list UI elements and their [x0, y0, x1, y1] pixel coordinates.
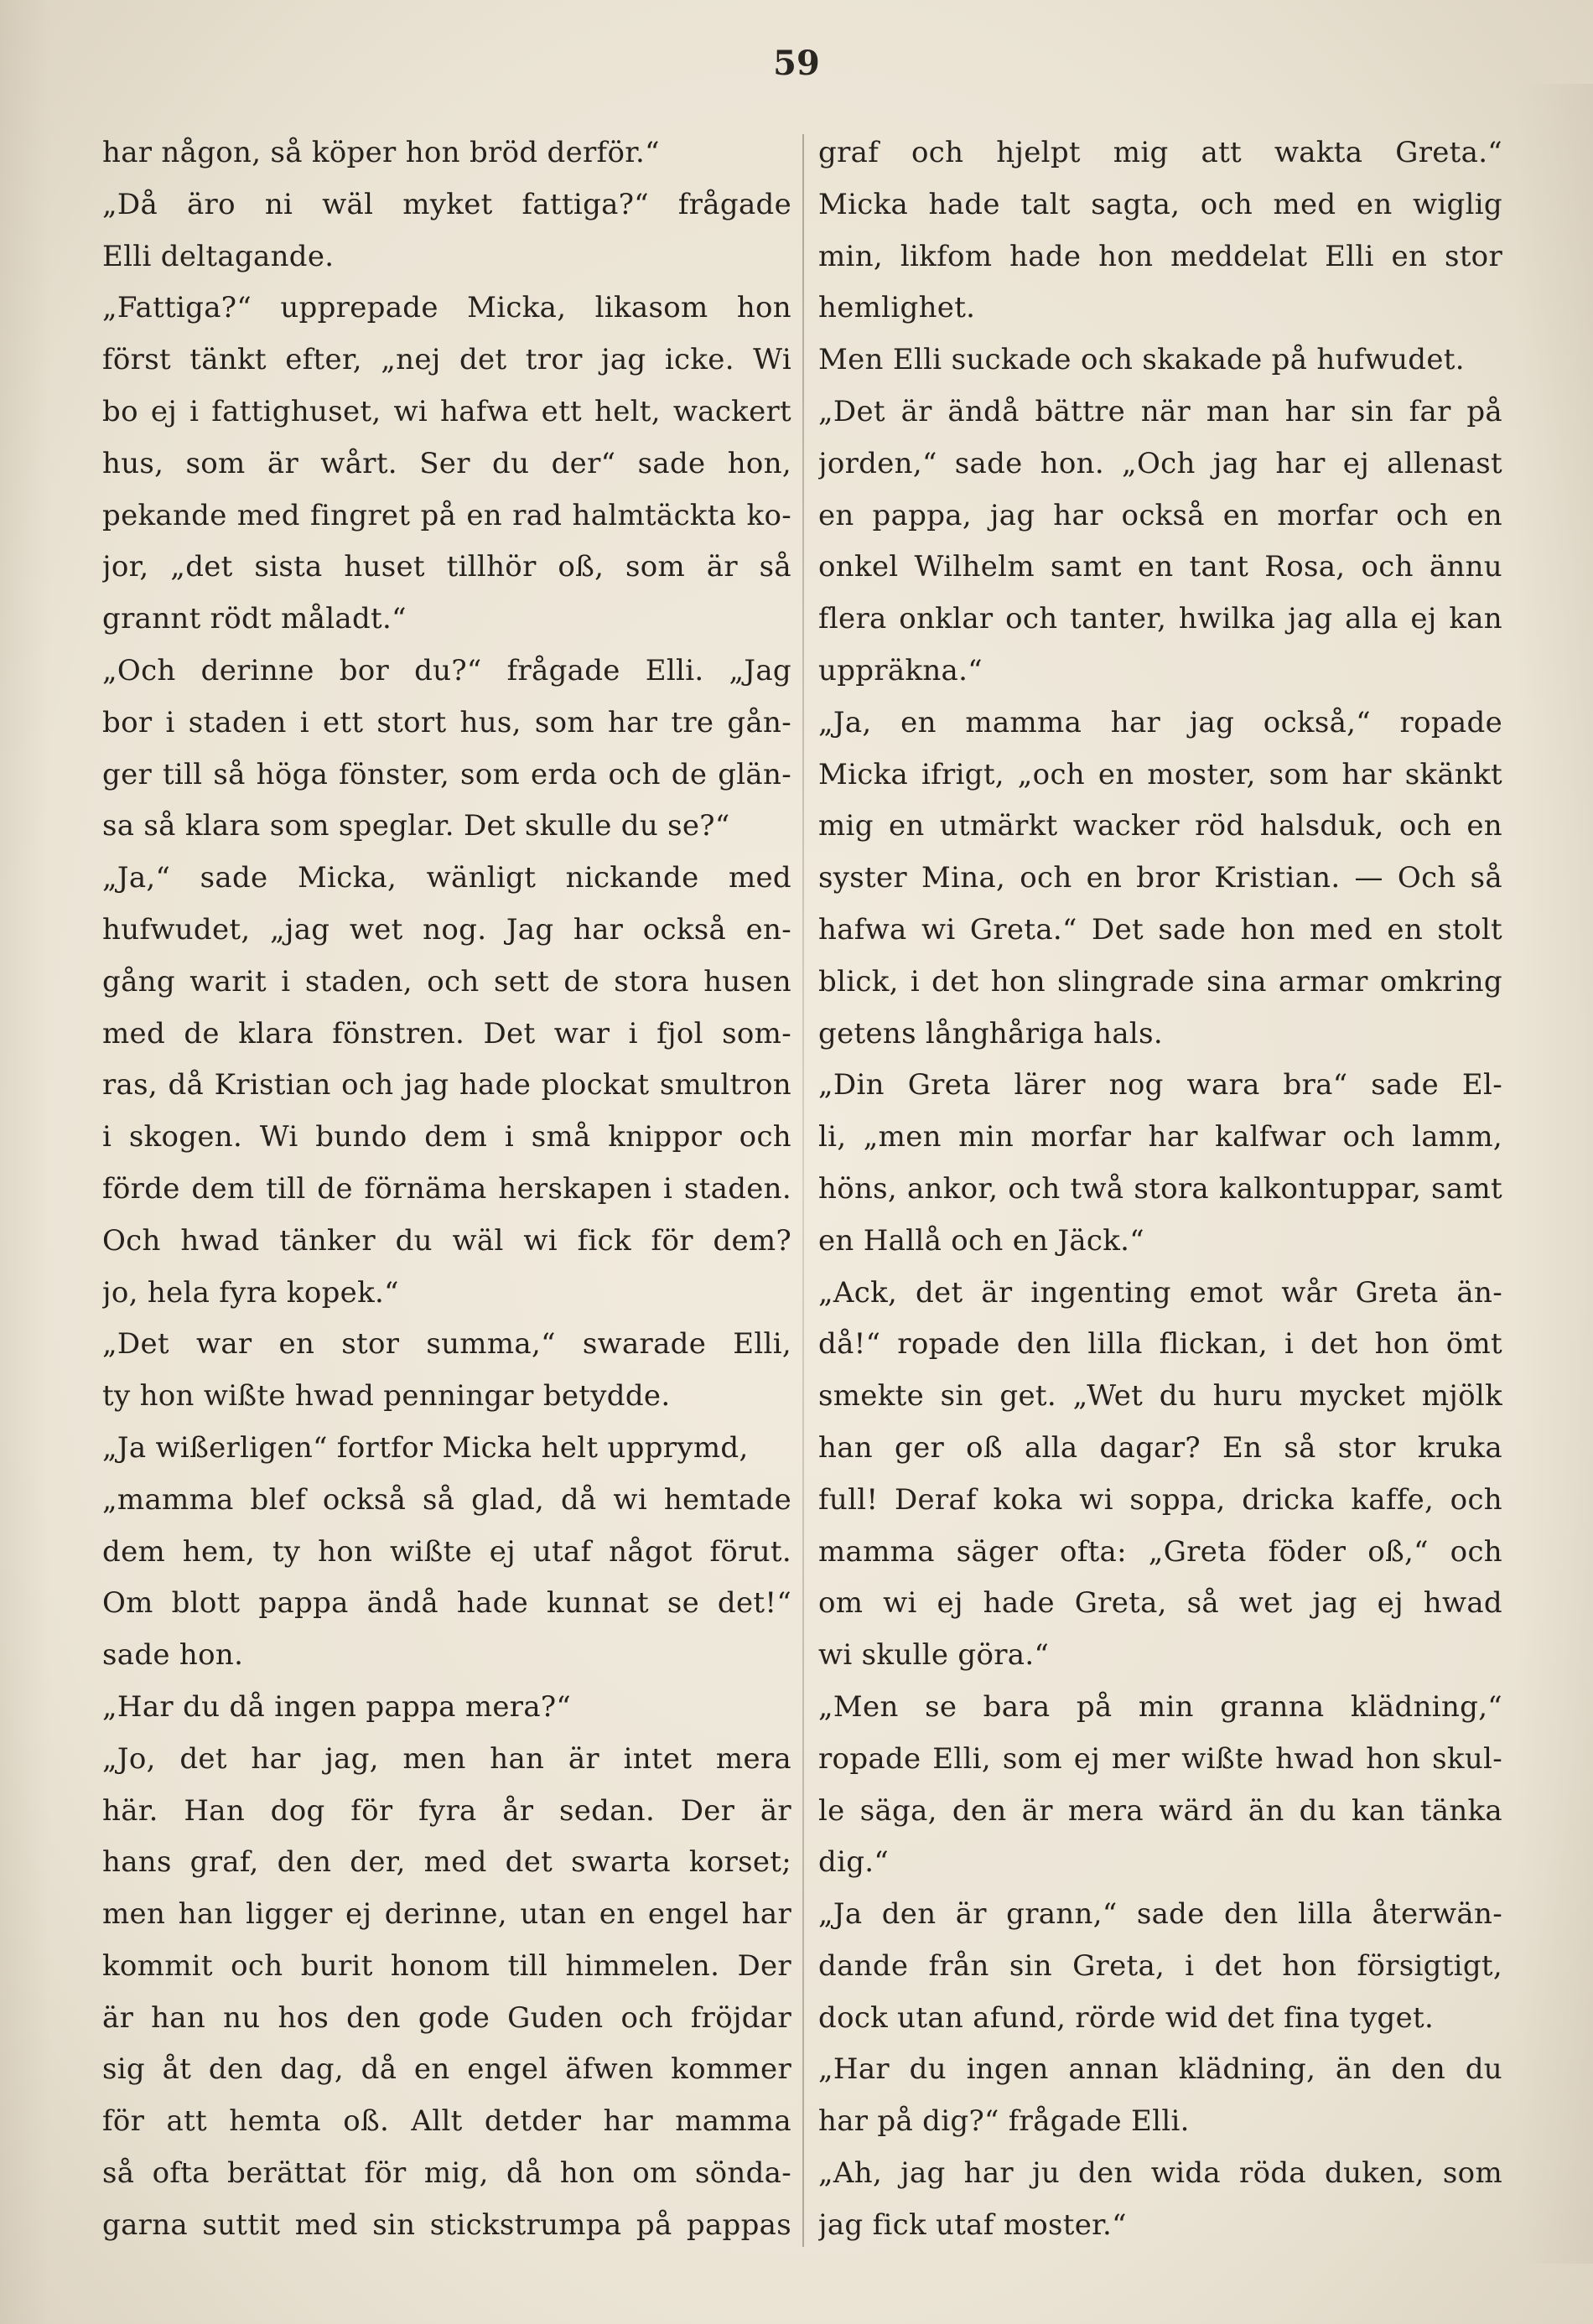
text-line: min, likfom hade hon meddelat Elli en stor [818, 239, 1502, 273]
text-line: Elli deltagande. [102, 239, 335, 273]
text-line: dock utan afund, rörde wid det fina tyget. [818, 2000, 1435, 2035]
text-line: „Har du då ingen pappa mera?“ [102, 1689, 572, 1724]
text-line: Micka hade talt sagta, och med en wiglig [818, 187, 1502, 221]
text-line: „Fattiga?“ upprepade Micka, likasom hon [102, 291, 791, 325]
text-line: jag fick utaf moster.“ [818, 2207, 1127, 2242]
text-line: getens långhåriga hals. [818, 1016, 1163, 1050]
text-line: le säga, den är mera wärd än du kan tänka [818, 1793, 1502, 1828]
text-line: hafwa wi Greta.“ Det sade hon med en stolt [818, 912, 1502, 947]
text-line: „Ack, det är ingenting emot wår Greta än- [818, 1275, 1502, 1310]
text-line: Om blott pappa ändå hade kunnat se det!“ [102, 1586, 791, 1621]
text-line: „mamma blef också så glad, då wi hemtade [102, 1482, 791, 1517]
text-line: sade hon. [102, 1638, 244, 1673]
text-line: garna suttit med sin stickstrumpa på pappas [102, 2207, 791, 2242]
text-line: pekande med fingret på en rad halmtäckta ko- [102, 498, 791, 532]
text-line: Micka ifrigt, „och en moster, som har skänkt [818, 757, 1502, 791]
text-line: dande från sin Greta, i det hon försigtigt, [818, 1948, 1502, 1983]
text-line: flera onklar och tanter, hwilka jag alla ej kan [818, 602, 1502, 636]
text-line: „Då äro ni wäl myket fattiga?“ frågade [102, 187, 791, 221]
text-line: blick, i det hon slingrade sina armar omkring [818, 964, 1502, 999]
text-line: jo, hela fyra kopek.“ [102, 1275, 399, 1310]
text-line: med de klara fönstren. Det war i fjol som- [102, 1016, 791, 1050]
left-text-column [102, 127, 791, 2252]
text-line: grannt rödt måladt.“ [102, 602, 407, 636]
text-line: han ger oß alla dagar? En så stor kruka [818, 1430, 1502, 1465]
text-line: sig åt den dag, då en engel äfwen kommer [102, 2052, 791, 2087]
text-line: för att hemta oß. Allt detder har mamma [102, 2104, 791, 2139]
text-line: Och hwad tänker du wäl wi fick för dem? [102, 1223, 791, 1258]
text-line: smekte sin get. „Wet du huru mycket mjölk [818, 1379, 1502, 1414]
text-line: mig en utmärkt wacker röd halsduk, och en [818, 809, 1502, 843]
page-gutter-shadow [0, 0, 50, 2324]
text-line: graf och hjelpt mig att wakta Greta.“ [818, 136, 1502, 169]
text-line: ger till så höga fönster, som erda och de glän- [102, 757, 791, 791]
text-line: höns, ankor, och twå stora kalkontuppar, samt [818, 1171, 1502, 1206]
text-line: syster Mina, och en bror Kristian. — Och så [818, 861, 1502, 895]
text-line: här. Han dog för fyra år sedan. Der är [102, 1793, 791, 1828]
text-line: sa så klara som speglar. Det skulle du se?“ [102, 809, 730, 843]
text-line: då!“ ropade den lilla flickan, i det hon ömt [818, 1327, 1502, 1362]
text-line: ty hon wißte hwad penningar betydde. [102, 1379, 671, 1414]
text-line: „Men se bara på min granna klädning,“ [818, 1689, 1502, 1724]
text-line: „Jo, det har jag, men han är intet mera [102, 1741, 791, 1776]
text-line: men han ligger ej derinne, utan en engel har [102, 1897, 791, 1932]
text-line: hufwudet, „jag wet nog. Jag har också en- [102, 912, 791, 947]
text-line: „Ja den är grann,“ sade den lilla återwän- [818, 1897, 1502, 1932]
text-line: har på dig?“ frågade Elli. [818, 2104, 1190, 2139]
text-line: „Ja wißerligen“ fortfor Micka helt upprymd, [102, 1430, 749, 1465]
text-line: först tänkt efter, „nej det tror jag icke. Wi [102, 343, 791, 377]
text-line: bo ej i fattighuset, wi hafwa ett helt, wackert [102, 394, 791, 428]
text-line: wi skulle göra.“ [818, 1638, 1050, 1673]
text-line: om wi ej hade Greta, så wet jag ej hwad [818, 1586, 1502, 1621]
text-line: hemlighet. [818, 291, 976, 325]
text-line: dem hem, ty hon wißte ej utaf något förut. [102, 1534, 791, 1569]
text-line: „Ja,“ sade Micka, wänligt nickande med [102, 861, 791, 895]
page-number: 59 [773, 44, 820, 83]
text-line: mamma säger ofta: „Greta föder oß,“ och [818, 1534, 1502, 1569]
text-line: „Det är ändå bättre när man har sin far på [818, 394, 1502, 428]
text-line: „Ah, jag har ju den wida röda duken, som [818, 2156, 1502, 2191]
text-line: gång warit i staden, och sett de stora husen [102, 964, 791, 999]
text-line: i skogen. Wi bundo dem i små knippor och [102, 1120, 791, 1154]
text-line: en Hallå och en Jäck.“ [818, 1223, 1144, 1258]
text-line: full! Deraf koka wi soppa, dricka kaffe, och [818, 1482, 1502, 1517]
text-line: så ofta berättat för mig, då hon om sönda- [102, 2156, 791, 2191]
text-line: ras, då Kristian och jag hade plockat smultron [102, 1068, 791, 1102]
text-line: „Din Greta lärer nog wara bra“ sade El- [818, 1068, 1502, 1102]
text-line: kommit och burit honom till himmelen. Der [102, 1948, 791, 1983]
text-line: onkel Wilhelm samt en tant Rosa, och ännu [818, 550, 1502, 584]
text-line: li, „men min morfar har kalfwar och lamm, [818, 1120, 1502, 1154]
text-line: är han nu hos den gode Guden och fröjdar [102, 2000, 791, 2035]
text-line: „Det war en stor summa,“ swarade Elli, [102, 1327, 791, 1362]
right-text-column [818, 127, 1502, 2252]
text-line: uppräkna.“ [818, 653, 983, 687]
text-line: jor, „det sista huset tillhör oß, som är så [102, 550, 791, 584]
text-line: ropade Elli, som ej mer wißte hwad hon skul- [818, 1741, 1502, 1776]
text-line: förde dem till de förnäma herskapen i staden. [102, 1171, 791, 1206]
page-edge-shadow [1518, 84, 1593, 2264]
text-line: dig.“ [818, 1845, 890, 1880]
text-line: hus, som är wårt. Ser du der“ sade hon, [102, 446, 791, 480]
text-line: „Och derinne bor du?“ frågade Elli. „Jag [102, 653, 791, 687]
text-line: en pappa, jag har också en morfar och en [818, 498, 1502, 532]
text-line: Men Elli suckade och skakade på hufwudet. [818, 343, 1465, 377]
text-line: jorden,“ sade hon. „Och jag har ej allenast [818, 446, 1502, 480]
text-line: bor i staden i ett stort hus, som har tre gån- [102, 705, 791, 739]
text-line: „Har du ingen annan klädning, än den du [818, 2052, 1502, 2087]
text-line: har någon, så köper hon bröd derför.“ [102, 136, 660, 169]
text-line: hans graf, den der, med det swarta korset; [102, 1845, 791, 1880]
text-line: „Ja, en mamma har jag också,“ ropade [818, 705, 1502, 739]
column-divider [802, 134, 804, 2247]
